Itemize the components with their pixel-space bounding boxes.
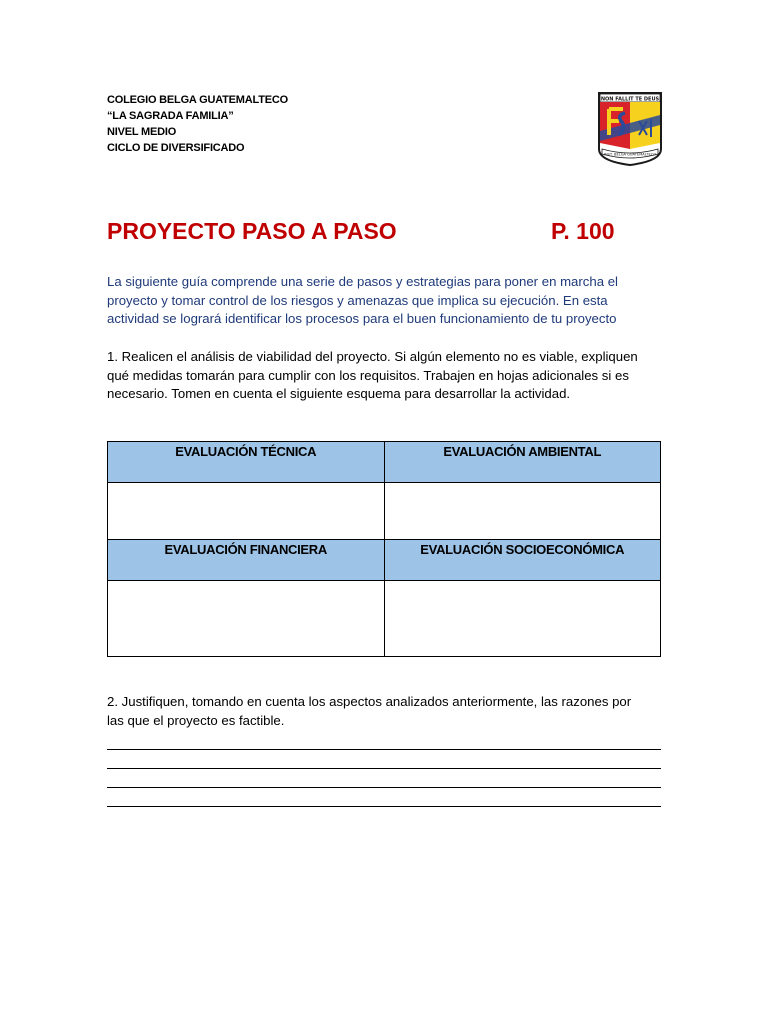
answer-line[interactable] (107, 806, 661, 807)
header-socioeconomic-evaluation: EVALUACIÓN SOCIOECONÓMICA (384, 540, 661, 581)
question-1-line: 1. Realicen el análisis de viabilidad del proyecto. Si algún elemento no es viable, expliquen (107, 349, 638, 364)
evaluation-table (107, 441, 661, 657)
cell-technical-evaluation[interactable] (108, 483, 385, 540)
crest-motto: NON FALLIT TE DEUS (600, 96, 660, 103)
school-subtitle: “LA SAGRADA FAMILIA” (107, 110, 234, 122)
page-number: P. 100 (551, 218, 615, 244)
answer-line[interactable] (107, 768, 661, 769)
school-crest-logo (597, 91, 663, 167)
school-level: NIVEL MEDIO (107, 126, 177, 138)
intro-line: proyecto y tomar control de los riesgos y amenazas que implica su ejecución. En esta (107, 292, 608, 308)
school-header (107, 92, 407, 156)
cell-socioeconomic-evaluation[interactable] (384, 581, 661, 657)
answer-line[interactable] (107, 749, 661, 750)
intro-line: actividad se logrará identificar los procesos para el buen funcionamiento de tu proyecto (107, 311, 617, 326)
question-1-line: necesario. Tomen en cuenta el siguiente esquema para desarrollar la actividad. (107, 386, 571, 401)
school-cycle: CICLO DE DIVERSIFICADO (107, 142, 245, 154)
header-environmental-evaluation: EVALUACIÓN AMBIENTAL (384, 442, 661, 483)
cell-environmental-evaluation[interactable] (384, 483, 661, 540)
question-2 (107, 693, 667, 730)
page-title: PROYECTO PASO A PASO (107, 218, 397, 244)
question-2-line: las que el proyecto es factible. (107, 712, 285, 728)
school-name: COLEGIO BELGA GUATEMALTECO (107, 94, 288, 106)
intro-paragraph (107, 273, 667, 329)
cell-financial-evaluation[interactable] (108, 581, 385, 657)
crest-bottom-text: INST. BELGA GUATEMALTECO (603, 152, 657, 157)
header-technical-evaluation: EVALUACIÓN TÉCNICA (108, 442, 385, 483)
header-financial-evaluation: EVALUACIÓN FINANCIERA (108, 540, 385, 581)
question-2-line: 2. Justifiquen, tomando en cuenta los aspectos analizados anteriormente, las razones por (107, 694, 632, 709)
answer-line[interactable] (107, 787, 661, 788)
intro-line: La siguiente guía comprende una serie de pasos y estrategias para poner en marcha el (107, 274, 618, 289)
question-1-line: qué medidas tomarán para cumplir con los requisitos. Trabajen en hojas adicionales si es (107, 367, 629, 383)
question-1 (107, 348, 667, 404)
